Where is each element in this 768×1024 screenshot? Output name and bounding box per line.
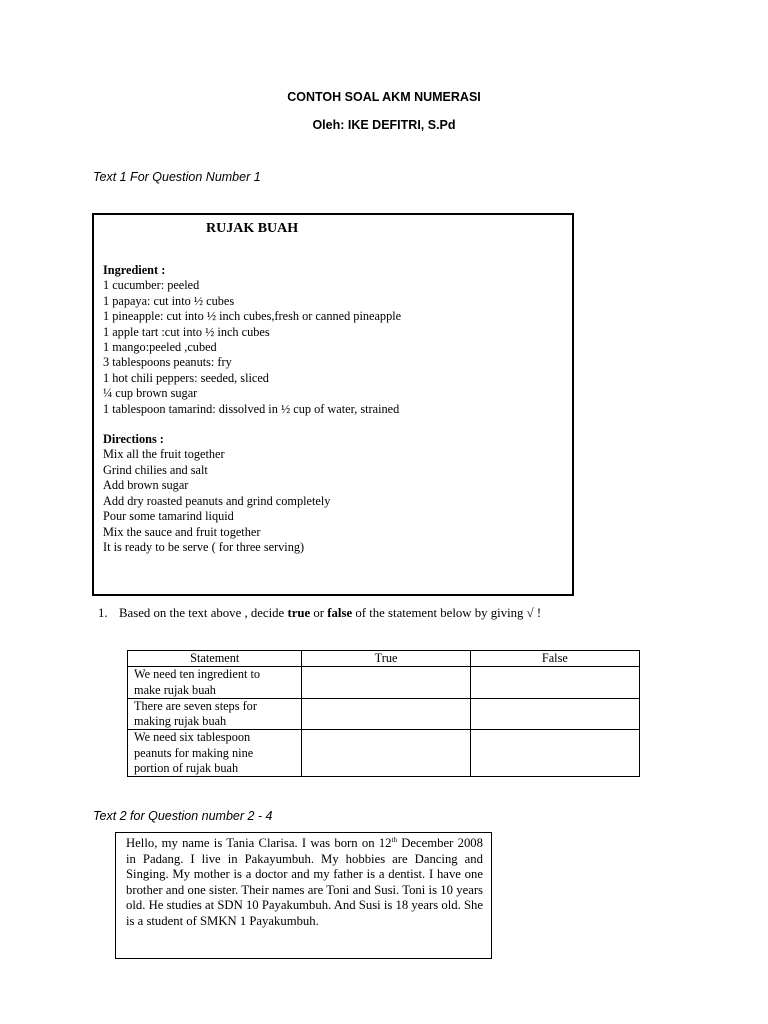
statement-cell xyxy=(128,730,302,777)
page-title: CONTOH SOAL AKM NUMERASI xyxy=(287,90,481,104)
direction-step: Add brown sugar xyxy=(103,478,189,493)
table-header-row xyxy=(128,651,640,667)
author-line: Oleh: IKE DEFITRI, S.Pd xyxy=(312,118,456,132)
ingredient-item: 1 hot chili peppers: seeded, sliced xyxy=(103,370,269,385)
table-row xyxy=(128,698,640,730)
text2-label: Text 2 for Question number 2 - 4 xyxy=(93,809,273,823)
statement-cell xyxy=(128,698,302,730)
question-or-word: or xyxy=(310,606,328,620)
recipe-body xyxy=(103,263,401,555)
ingredient-item: ¼ cup brown sugar xyxy=(103,386,198,401)
statement-line: There are seven steps for xyxy=(134,698,257,713)
question-text-before: Based on the text above , decide xyxy=(119,606,288,620)
question-number: 1. xyxy=(98,606,108,620)
direction-step: Pour some tamarind liquid xyxy=(103,509,234,524)
recipe-title: RUJAK BUAH xyxy=(206,221,299,236)
header-false: False xyxy=(470,651,639,667)
statement-cell xyxy=(128,667,302,699)
ingredient-item: 1 papaya: cut into ½ cubes xyxy=(103,293,235,308)
bio-part-2: December 2008 in Padang. I live in Pakayumbuh. My hobbies are Dancing and Singing. My mother is a doctor and my father is a dentist. I have one brother and one sister. Their names are Toni and Susi. Toni is 10 years old. He studies at SDN 10 Payakumbuh. And Susi is 18 years old. She is a student of SMKN 1 Payakumbuh. xyxy=(126,836,483,928)
direction-step: Mix all the fruit together xyxy=(103,447,225,462)
ingredient-item: 1 cucumber: peeled xyxy=(103,278,200,293)
statement-line: peanuts for making nine xyxy=(134,745,254,760)
text1-label: Text 1 For Question Number 1 xyxy=(93,170,261,184)
false-answer-cell[interactable] xyxy=(470,698,639,730)
true-answer-cell[interactable] xyxy=(302,667,470,699)
question-text-after: of the statement below by giving √ ! xyxy=(352,606,542,620)
statement-line: making rujak buah xyxy=(134,714,227,729)
statement-line: portion of rujak buah xyxy=(134,761,239,776)
question-false-word: false xyxy=(327,606,353,620)
statement-line: We need ten ingredient to xyxy=(134,667,261,682)
false-answer-cell[interactable] xyxy=(470,730,639,777)
direction-step: Mix the sauce and fruit together xyxy=(103,524,261,539)
true-answer-cell[interactable] xyxy=(302,698,470,730)
false-answer-cell[interactable] xyxy=(470,667,639,699)
ingredient-item: 1 pineapple: cut into ½ inch cubes,fresh or canned pineapple xyxy=(103,309,402,324)
table-row xyxy=(128,730,640,777)
statement-line: make rujak buah xyxy=(134,682,216,697)
table-row xyxy=(128,667,640,699)
ingredient-item: 3 tablespoons peanuts: fry xyxy=(103,355,232,370)
direction-step: It is ready to be serve ( for three serving) xyxy=(103,539,305,554)
header-true: True xyxy=(302,651,470,667)
ingredient-item: 1 tablespoon tamarind: dissolved in ½ cup of water, strained xyxy=(103,401,400,416)
recipe-box xyxy=(92,213,574,596)
ingredients-heading: Ingredient : xyxy=(103,263,166,277)
statement-table xyxy=(127,650,640,777)
bio-superscript: th xyxy=(391,835,397,844)
direction-step: Grind chilies and salt xyxy=(103,462,208,477)
question-true-word: true xyxy=(287,606,311,620)
bio-part-1: Hello, my name is Tania Clarisa. I was born on 12 xyxy=(126,836,392,850)
ingredient-item: 1 apple tart :cut into ½ inch cubes xyxy=(103,324,270,339)
ingredient-item: 1 mango:peeled ,cubed xyxy=(103,340,217,355)
bio-box xyxy=(115,832,492,959)
statement-line: We need six tablespoon xyxy=(134,730,251,745)
bio-text xyxy=(126,836,483,930)
header-statement: Statement xyxy=(128,651,302,667)
true-answer-cell[interactable] xyxy=(302,730,470,777)
directions-heading: Directions : xyxy=(103,432,164,447)
question-1 xyxy=(98,606,541,621)
direction-step: Add dry roasted peanuts and grind completely xyxy=(103,493,331,508)
